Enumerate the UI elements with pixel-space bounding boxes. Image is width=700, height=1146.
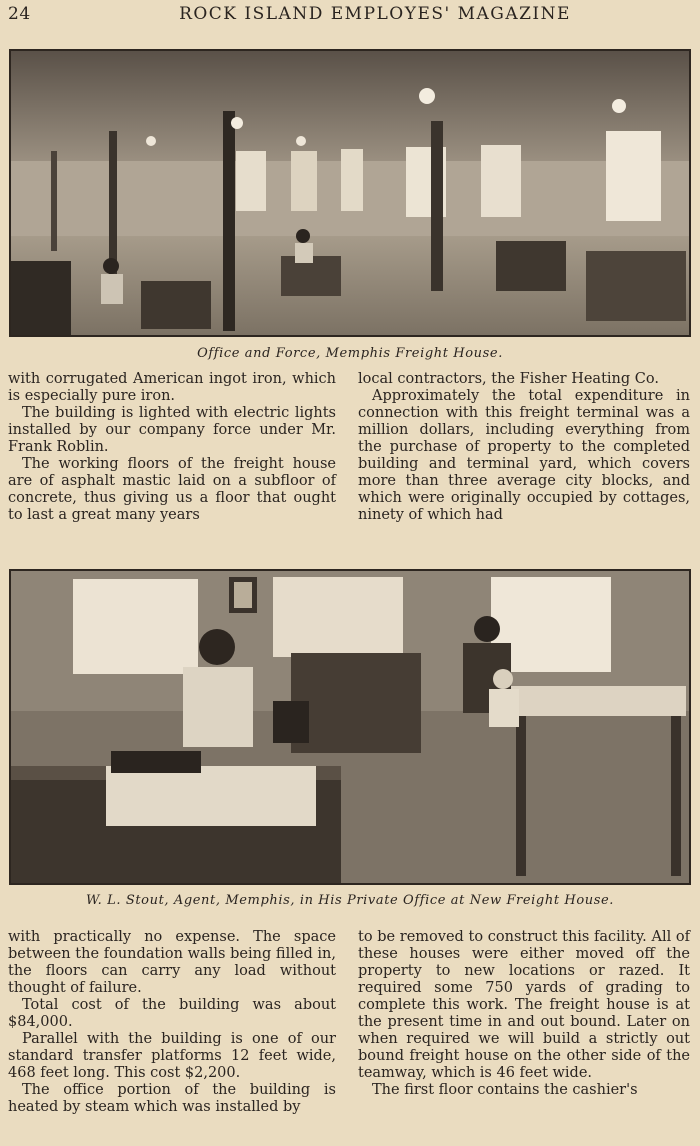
- private-office-photo: [9, 569, 691, 885]
- upper-left-column: [8, 371, 336, 524]
- upper-right-column: [358, 371, 690, 524]
- office-force-photo: [9, 49, 691, 337]
- paragraph: The first floor contains the cashier's: [372, 1082, 638, 1098]
- figure-caption-1: Office and Force, Memphis Freight House.: [197, 346, 503, 361]
- paragraph: local contractors, the Fisher Heating Co.: [358, 371, 659, 387]
- paragraph: The office portion of the building is heated by steam which was installed by: [8, 1082, 336, 1115]
- page-number: 24: [8, 4, 31, 24]
- paragraph: Parallel with the building is one of our standard transfer platforms 12 feet wide, 468 feet long. This cost $2,200.: [8, 1031, 336, 1081]
- paragraph: Approximately the total expenditure in connection with this freight terminal was a million dollars, including everything from the purchase of property to the completed building and terminal yard, which covers more than three average city blocks, and which were originally occupied by cottages, ninety of which had: [358, 388, 690, 523]
- figure-caption-2: W. L. Stout, Agent, Memphis, in His Private Office at New Freight House.: [85, 893, 615, 908]
- paragraph: Total cost of the building was about $84,000.: [8, 997, 336, 1030]
- paragraph: to be removed to construct this facility. All of these houses were either moved off the property to new locations or razed. It required some 750 yards of grading to complete this work. The freight house is at the present time in and out bound. Later on when required we will build a strictly out bound freight house on the other side of the teamway, which is 46 feet wide.: [358, 929, 690, 1081]
- magazine-title: ROCK ISLAND EMPLOYES' MAGAZINE: [179, 4, 571, 24]
- paragraph: The building is lighted with electric lights installed by our company force under Mr. Frank Roblin.: [8, 405, 336, 455]
- lower-right-column: [358, 929, 690, 1099]
- paragraph: with corrugated American ingot iron, which is especially pure iron.: [8, 371, 336, 404]
- lower-left-column: [8, 929, 336, 1116]
- paragraph: The working floors of the freight house are of asphalt mastic laid on a subfloor of concrete, thus giving us a floor that ought to last a great many years: [8, 456, 336, 523]
- paragraph: with practically no expense. The space between the foundation walls being filled in, the floors can carry any load without thought of failure.: [8, 929, 336, 996]
